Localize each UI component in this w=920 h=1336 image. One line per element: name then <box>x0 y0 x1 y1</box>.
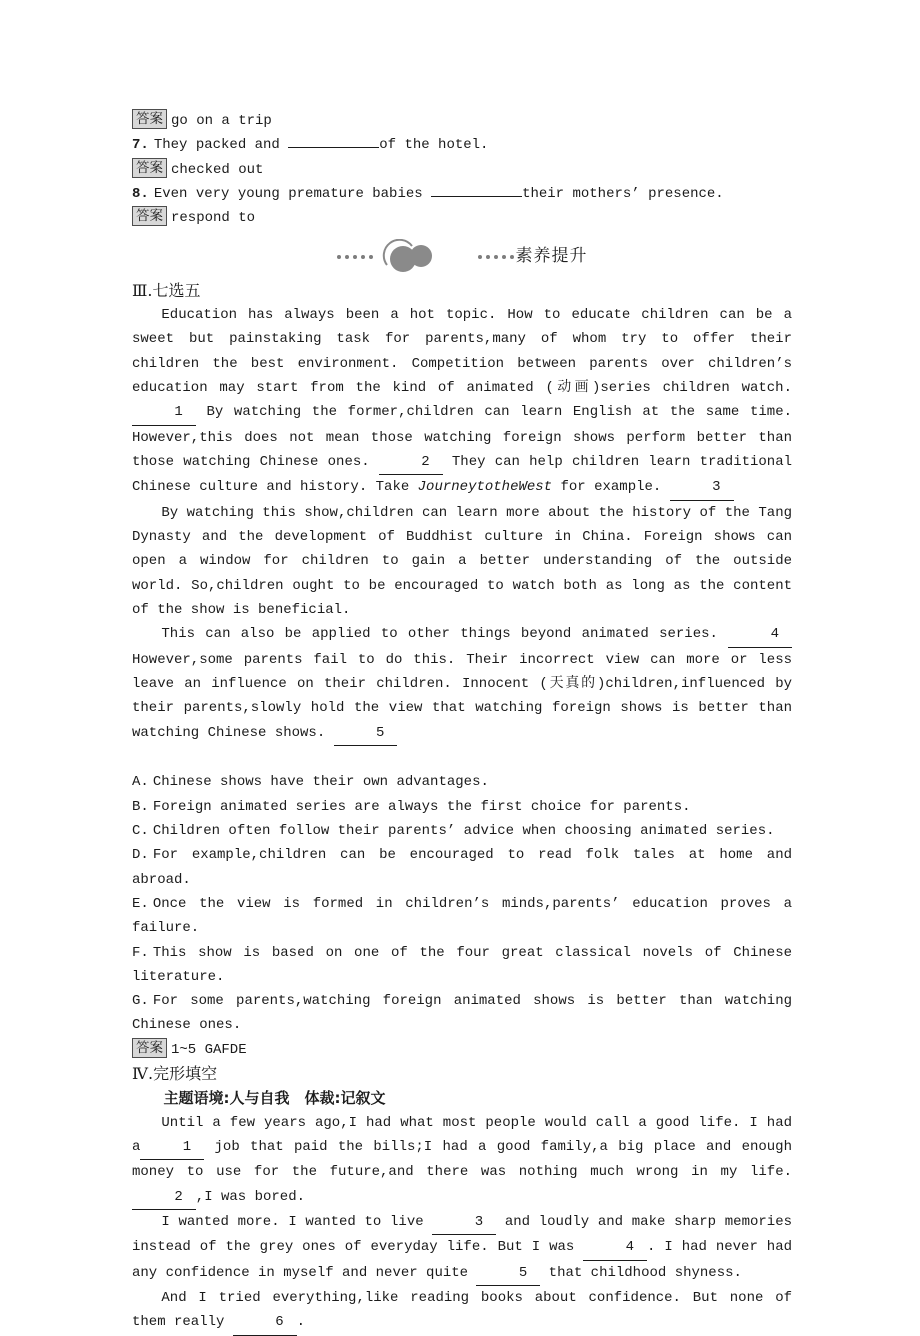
text-run: Education has always been a hot topic. How to educate children can be a sweet but painstaking task for parents,many of whom try to offer their children the best environment. Competition between parents over children’s education may start from the kind of animated (动画)series children watch. <box>132 306 792 396</box>
text-run: 1~5 GAFDE <box>171 1041 247 1058</box>
text-run: By watching this show,children can learn more about the history of the Tang Dynasty and the development of Buddhist culture in China. Foreign shows can open a window for children to gain a better understanding of the outside world. So,children ought to be encouraged to watch both as long as the content of the show is beneficial. <box>132 504 792 618</box>
answer-text <box>171 162 263 178</box>
text-run: go on a trip <box>171 113 272 129</box>
numbered-blank: 4 <box>728 622 792 647</box>
cloze-context-line: 主题语境:人与自我 体裁:记叙文 <box>163 1089 386 1108</box>
option-item-f <box>132 941 792 990</box>
option-text: Foreign animated series are always the first choice for parents. <box>152 798 691 815</box>
numbered-blank: 3 <box>670 475 734 500</box>
option-text: This show is based on one of the four great classical novels of Chinese literature. <box>132 944 792 985</box>
divider-label: 素养提升 <box>515 246 588 267</box>
answer-text <box>171 210 255 226</box>
answer-badge: 答案 <box>132 206 167 226</box>
numbered-blank: 2 <box>132 1185 196 1210</box>
text-run: By watching the former,children can learn English at the same time. However,this does not mean those watching foreign shows perform better than those watching Chinese ones. <box>132 404 792 470</box>
text-run: respond to <box>171 210 256 227</box>
blank-line <box>288 134 379 148</box>
option-letter: A. <box>132 774 149 791</box>
text-run: that childhood shyness. <box>540 1264 742 1281</box>
text-run: job that paid the bills;I had a good family,a big place and enough money to use for the future,and there was nothing much wrong in my life. <box>132 1139 792 1181</box>
text-run: their mothers’ presence. <box>522 185 724 202</box>
question-text <box>132 186 724 202</box>
numbered-blank: 2 <box>379 450 443 475</box>
text-run: They packed and <box>153 137 289 154</box>
text-run: However,some parents fail to do this. Their incorrect view can more or less leave an influence on their children. Innocent (天真的)children,influenced by their parents,slowly hold the view that watching foreign shows is better than watching Chinese shows. <box>132 651 792 741</box>
text-run: I wanted more. I wanted to live <box>161 1214 433 1231</box>
passage-paragraph <box>132 303 792 501</box>
option-text: For example,children can be encouraged to read folk tales at home and abroad. <box>132 847 792 888</box>
passage-paragraph <box>132 501 792 623</box>
answer-badge: 答案 <box>132 109 167 129</box>
answer-line <box>132 109 792 133</box>
text-run: checked out <box>171 161 264 178</box>
question-number: 8. <box>132 185 149 202</box>
dots-ornament <box>478 255 514 259</box>
answer-badge: 答案 <box>132 1038 167 1058</box>
section-heading-cloze: Ⅳ.完形填空 <box>132 1064 218 1084</box>
italic-title: JourneytotheWest <box>417 479 553 496</box>
option-text: Once the view is formed in children’s minds,parents’ education proves a failure. <box>132 895 792 937</box>
answer-line <box>132 1038 792 1062</box>
option-text: Chinese shows have their own advantages. <box>152 774 489 791</box>
option-item-b <box>132 795 792 819</box>
text-run: . I had never had any confidence in myself and never quite <box>132 1239 792 1281</box>
text-run: of the hotel. <box>379 137 489 154</box>
answer-text <box>171 1042 247 1058</box>
section-divider <box>132 239 792 275</box>
answer-badge: 答案 <box>132 158 167 178</box>
cloze-paragraph <box>132 1286 792 1336</box>
options-list <box>132 770 792 1038</box>
circles-ornament-icon <box>378 239 438 275</box>
answer-text <box>171 113 272 129</box>
option-letter: E. <box>132 895 149 912</box>
numbered-blank: 4 <box>583 1235 647 1260</box>
text-run: ,I was bored. <box>195 1188 306 1205</box>
dots-ornament <box>337 255 373 259</box>
text-run: and loudly and make sharp memories instead of the grey ones of everyday life. But I was <box>132 1214 792 1256</box>
cloze-paragraph <box>132 1111 792 1210</box>
question-text <box>132 137 488 153</box>
answer-line <box>132 206 792 230</box>
worksheet-page <box>132 109 792 1336</box>
text-run: for example. <box>552 479 670 496</box>
question-number: 7. <box>132 137 149 154</box>
option-text: For some parents,watching foreign animated shows is better than watching Chinese ones. <box>132 993 792 1034</box>
text-run: . <box>296 1314 306 1331</box>
option-item-c <box>132 819 792 843</box>
option-text: Children often follow their parents’ advice when choosing animated series. <box>152 822 775 839</box>
passage-paragraph <box>132 622 792 746</box>
numbered-blank: 5 <box>476 1261 540 1286</box>
cloze-paragraph <box>132 1210 792 1286</box>
option-item-d <box>132 843 792 892</box>
option-letter: B. <box>132 798 149 815</box>
numbered-blank: 3 <box>432 1210 496 1235</box>
numbered-blank: 1 <box>140 1135 204 1160</box>
text-run: And I tried everything,like reading books about confidence. But none of them really <box>132 1290 792 1331</box>
option-item-g <box>132 989 792 1038</box>
text-run: This can also be applied to other things beyond animated series. <box>161 626 729 643</box>
text-run: Even very young premature babies <box>153 185 432 202</box>
text-run: They can help children learn traditional Chinese culture and history. Take <box>132 453 792 496</box>
question-line <box>132 133 792 157</box>
option-letter: F. <box>132 944 149 961</box>
numbered-blank: 1 <box>132 400 196 425</box>
option-item-e <box>132 892 792 941</box>
numbered-blank: 5 <box>334 721 398 746</box>
option-letter: G. <box>132 993 149 1010</box>
section-heading-seven-choose-five: Ⅲ.七选五 <box>132 280 201 300</box>
numbered-blank: 6 <box>233 1310 297 1335</box>
answer-line <box>132 158 792 182</box>
question-line <box>132 182 792 206</box>
option-letter: C. <box>132 822 149 839</box>
text-run: Until a few years ago,I had what most people would call a good life. I had a <box>132 1114 792 1156</box>
option-item-a <box>132 770 792 794</box>
blank-line <box>431 183 522 197</box>
option-letter: D. <box>132 847 149 864</box>
